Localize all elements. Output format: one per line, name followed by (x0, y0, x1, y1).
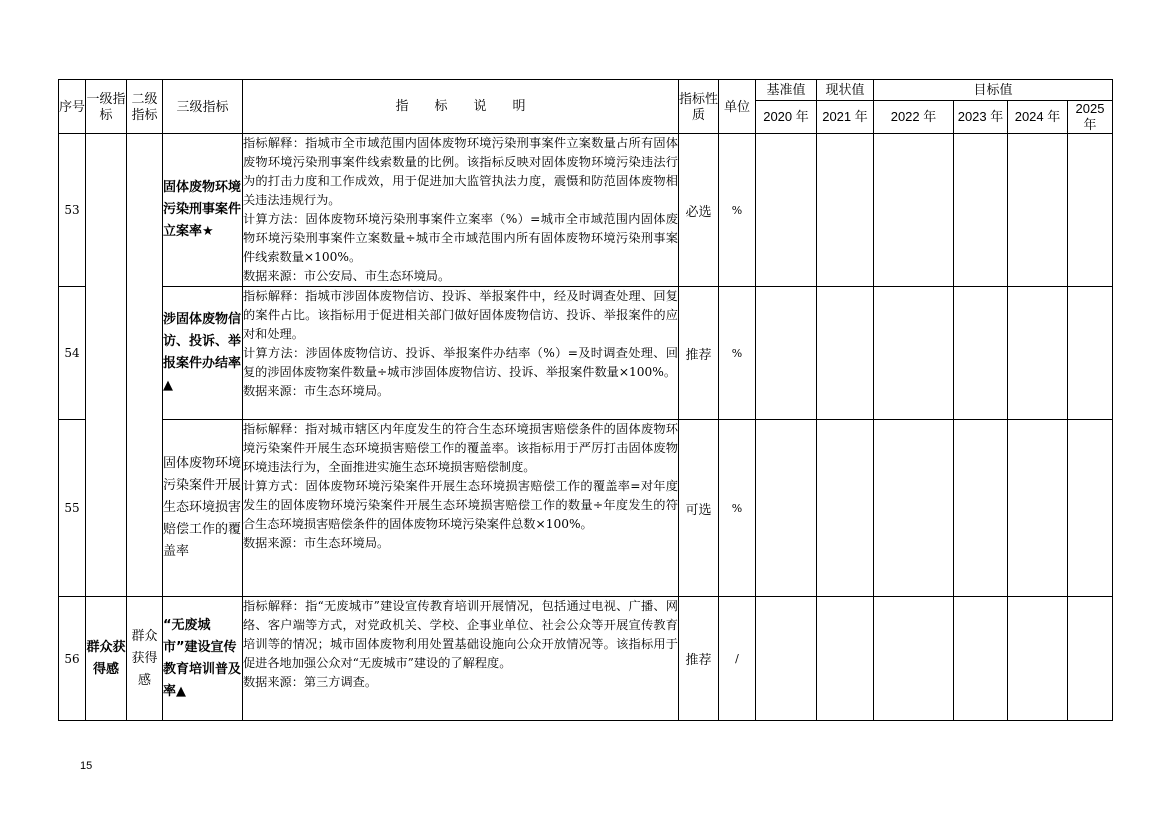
cell-2024 (1008, 287, 1068, 420)
row-seq: 54 (59, 287, 86, 420)
description-source: 数据来源：市生态环境局。 (243, 536, 390, 550)
header-level3: 三级指标 (163, 80, 243, 134)
row-unit: % (719, 420, 756, 597)
table-row (59, 597, 1113, 721)
row-level3: “无废城市”建设宣传教育培训普及率▲ (163, 597, 243, 721)
description-method: 计算方式：固体废物环境污染案件开展生态环境损害赔偿工作的覆盖率=对年度发生的固体废物环境污染案件开展生态环境损害赔偿工作的数量÷年度发生的符合生态环境损害赔偿条件的固体废物环境污染案件总数×100%。 (243, 479, 678, 531)
row-description (243, 597, 679, 721)
row-description (243, 287, 679, 420)
row-seq: 55 (59, 420, 86, 597)
row-level2-empty (127, 134, 163, 597)
row-level1-empty (86, 134, 127, 597)
row-level1: 群众获得感 (86, 597, 127, 721)
table-row (59, 287, 1113, 420)
header-baseline: 基准值 (756, 80, 817, 101)
row-nature: 推荐 (679, 597, 719, 721)
cell-2025 (1068, 420, 1113, 597)
cell-2024 (1008, 420, 1068, 597)
row-unit: % (719, 287, 756, 420)
description-source: 数据来源：市生态环境局。 (243, 384, 390, 398)
cell-2023 (954, 287, 1008, 420)
row-nature: 推荐 (679, 287, 719, 420)
cell-2020 (756, 134, 817, 287)
cell-2025 (1068, 287, 1113, 420)
header-seq: 序号 (59, 80, 86, 134)
header-target: 目标值 (874, 80, 1113, 101)
cell-2020 (756, 287, 817, 420)
description-explanation: 指标解释：指城市涉固体废物信访、投诉、举报案件中，经及时调查处理、回复的案件占比。该指标用于促进相关部门做好固体废物信访、投诉、举报案件的应对和处理。 (243, 289, 678, 341)
description-source: 数据来源：第三方调查。 (243, 675, 378, 689)
cell-2020 (756, 597, 817, 721)
row-level3: 涉固体废物信访、投诉、举报案件办结率▲ (163, 287, 243, 420)
header-current: 现状值 (817, 80, 874, 101)
row-unit: / (719, 597, 756, 721)
cell-2021 (817, 287, 874, 420)
cell-2021 (817, 420, 874, 597)
row-description (243, 420, 679, 597)
cell-2023 (954, 597, 1008, 721)
cell-2020 (756, 420, 817, 597)
header-level1: 一级指标 (86, 80, 127, 134)
header-year-2025: 2025 年 (1068, 101, 1113, 134)
header-year-2020: 2020 年 (756, 101, 817, 134)
cell-2021 (817, 134, 874, 287)
cell-2024 (1008, 134, 1068, 287)
cell-2021 (817, 597, 874, 721)
row-description (243, 134, 679, 287)
header-year-2024: 2024 年 (1008, 101, 1068, 134)
row-nature: 可选 (679, 420, 719, 597)
header-year-2022: 2022 年 (874, 101, 954, 134)
table-row (59, 134, 1113, 287)
description-explanation: 指标解释：指“无废城市”建设宣传教育培训开展情况，包括通过电视、广播、网络、客户端等方式，对党政机关、学校、企事业单位、社会公众等开展宣传教育培训等的情况；城市固体废物利用处置基础设施向公众开放情况等。该指标用于促进各地加强公众对“无废城市”建设的了解程度。 (243, 599, 678, 670)
cell-2025 (1068, 597, 1113, 721)
header-unit: 单位 (719, 80, 756, 134)
row-level3: 固体废物环境污染刑事案件立案率★ (163, 134, 243, 287)
description-method: 计算方法：固体废物环境污染刑事案件立案率（%）=城市全市域范围内固体废物环境污染刑事案件立案数量÷城市全市域范围内所有固体废物环境污染刑事案件线索数量×100%。 (243, 212, 678, 264)
header-level2: 二级指标 (127, 80, 163, 134)
row-seq: 53 (59, 134, 86, 287)
header-year-2023: 2023 年 (954, 101, 1008, 134)
cell-2024 (1008, 597, 1068, 721)
description-method: 计算方法：涉固体废物信访、投诉、举报案件办结率（%）=及时调查处理、回复的涉固体废物案件数量÷城市涉固体废物信访、投诉、举报案件数量×100%。 (243, 346, 678, 379)
row-level2: 群众获得感 (127, 597, 163, 721)
header-description: 指 标 说 明 (243, 80, 679, 134)
indicator-table (58, 79, 1113, 721)
cell-2025 (1068, 134, 1113, 287)
row-nature: 必选 (679, 134, 719, 287)
row-level3: 固体废物环境污染案件开展生态环境损害赔偿工作的覆盖率 (163, 420, 243, 597)
cell-2022 (874, 420, 954, 597)
description-explanation: 指标解释：指城市全市域范围内固体废物环境污染刑事案件立案数量占所有固体废物环境污染刑事案件线索数量的比例。该指标反映对固体废物环境污染违法行为的打击力度和工作成效，用于促进加大监管执法力度，震慑和防范固体废物相关违法违规行为。 (243, 136, 678, 207)
page-number: 15 (80, 760, 93, 772)
description-source: 数据来源：市公安局、市生态环境局。 (243, 269, 451, 283)
header-nature: 指标性质 (679, 80, 719, 134)
cell-2023 (954, 134, 1008, 287)
description-explanation: 指标解释：指对城市辖区内年度发生的符合生态环境损害赔偿条件的固体废物环境污染案件开展生态环境损害赔偿工作的覆盖率。该指标用于严厉打击固体废物环境违法行为，全面推进实施生态环境损害赔偿制度。 (243, 422, 678, 474)
cell-2022 (874, 597, 954, 721)
row-seq: 56 (59, 597, 86, 721)
cell-2022 (874, 287, 954, 420)
cell-2023 (954, 420, 1008, 597)
row-unit: % (719, 134, 756, 287)
header-year-2021: 2021 年 (817, 101, 874, 134)
cell-2022 (874, 134, 954, 287)
table-row (59, 420, 1113, 597)
